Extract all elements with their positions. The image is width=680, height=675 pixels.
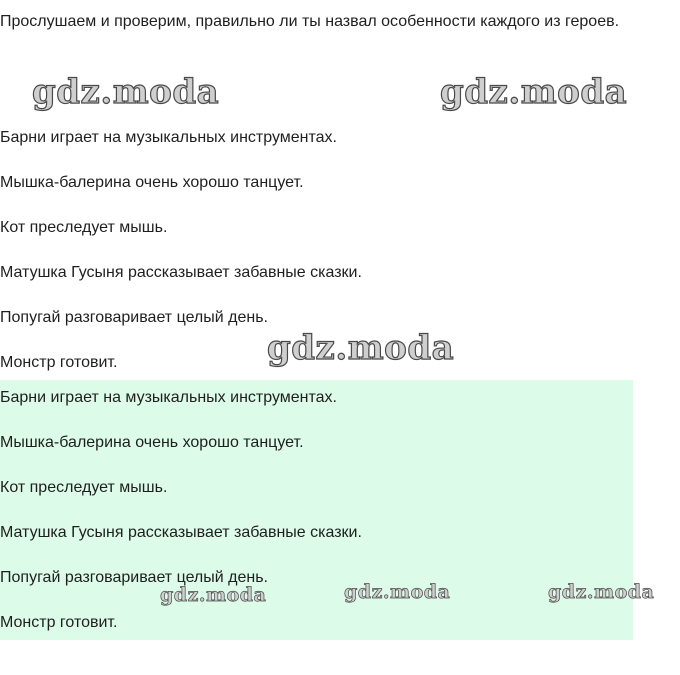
watermark: gdz.moda <box>160 584 267 606</box>
watermark: gdz.moda <box>267 328 455 368</box>
watermark: gdz.moda <box>32 72 220 112</box>
text-line: Барни играет на музыкальных инструментах. <box>0 129 337 146</box>
watermark: gdz.moda <box>344 581 451 603</box>
watermark: gdz.moda <box>440 72 628 112</box>
answer-line: Мышка-балерина очень хорошо танцует. <box>0 434 304 451</box>
answer-line: Попугай разговаривает целый день. <box>0 569 268 586</box>
answer-line: Монстр готовит. <box>0 614 118 631</box>
text-line: Матушка Гусыня рассказывает забавные сказки. <box>0 264 362 281</box>
answer-block <box>0 380 633 640</box>
intro-text: Прослушаем и проверим, правильно ли ты назвал особенности каждого из героев. <box>0 13 620 30</box>
answer-line: Кот преследует мышь. <box>0 479 168 496</box>
answer-line: Матушка Гусыня рассказывает забавные сказки. <box>0 524 362 541</box>
text-line: Кот преследует мышь. <box>0 219 168 236</box>
text-line: Попугай разговаривает целый день. <box>0 309 268 326</box>
answer-line: Барни играет на музыкальных инструментах. <box>0 389 337 406</box>
watermark: gdz.moda <box>548 581 655 603</box>
text-line: Мышка-балерина очень хорошо танцует. <box>0 174 304 191</box>
text-line: Монстр готовит. <box>0 354 118 371</box>
